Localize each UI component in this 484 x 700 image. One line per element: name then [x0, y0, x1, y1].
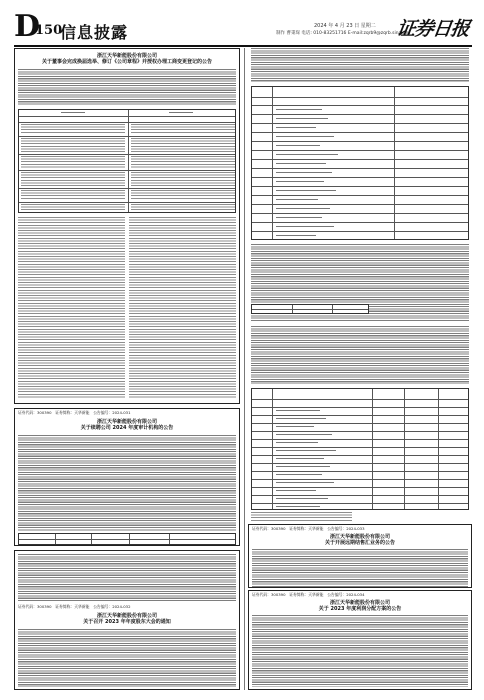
announcement-body-left [18, 217, 125, 399]
announcement-body [252, 549, 468, 587]
announcement-company: 浙江天华新能股份有限公司 [96, 613, 157, 619]
announcement-body-right [129, 217, 236, 399]
announcement-body [18, 69, 236, 105]
announcement-continued [248, 48, 472, 690]
announcement-body [18, 629, 236, 687]
issue-date: 2024 年 4 月 23 日 星期二 [314, 23, 376, 29]
editor-line: 制作 曹秉琛 电话: 010-83251716 E-mail:zqrb9@zqrb.sina.net [276, 31, 411, 36]
right-column [248, 48, 472, 690]
signature-block [251, 512, 352, 522]
continued-body-3 [251, 326, 469, 384]
announcement-body [252, 615, 468, 687]
auditor-info-table [18, 533, 236, 545]
announcement-company: 浙江天华新能股份有限公司 [329, 534, 390, 540]
announcement-board-election [14, 48, 240, 404]
announcement-company: 浙江天华新能股份有限公司 [329, 600, 390, 606]
left-column [14, 48, 240, 690]
section-title: 信息披露 [60, 23, 129, 42]
announcement-company: 浙江天华新能股份有限公司 [96, 419, 157, 425]
announcement-company: 浙江天华新能股份有限公司 [96, 53, 157, 59]
announcement-title: 关于续聘公司 2024 年度审计机构的公告 [80, 425, 174, 431]
proxy-voting-table [251, 388, 469, 510]
announcement-profit-distribution: 证券代码：300390 证券简称：天华新能 公告编号：2024-034 浙江天华新能股份有限公司 关于 2023 年度利润分配方案的公告 [248, 590, 472, 690]
newspaper-logo: 证券日报 [395, 18, 471, 40]
announcement-title: 关于董事会完成换届选举、修订《公司章程》并授权办理工商变更登记的公告 [41, 59, 212, 65]
page-number: 150 [35, 23, 63, 38]
proposal-table-1 [251, 86, 469, 240]
column-divider [244, 48, 245, 690]
announcement-fx-hedging: 证券代码：300390 证券简称：天华新能 公告编号：2024-033 浙江天华新能股份有限公司 关于开展远期结售汇业务的公告 [248, 524, 472, 588]
announcement-title: 关于召开 2023 年年度股东大会的通知 [83, 619, 171, 625]
articles-comparison-table [18, 109, 236, 213]
announcement-body [18, 435, 236, 531]
continued-body [251, 48, 469, 82]
announcement-auditor: 证券代码：300390 证券简称：天华新能 公告编号：2024-031 浙江天华新能股份有限公司 关于续聘公司 2024 年度审计机构的公告 [14, 408, 240, 546]
registration-form-table [251, 304, 369, 314]
announcement-title: 关于 2023 年度利润分配方案的公告 [318, 606, 402, 612]
masthead-rule [14, 45, 472, 47]
announcement-body-top [18, 554, 236, 602]
masthead [14, 9, 472, 44]
announcement-agm: 证券代码：300390 证券简称：天华新能 公告编号：2024-032 浙江天华新能股份有限公司 关于召开 2023 年年度股东大会的通知 [14, 550, 240, 690]
announcement-title: 关于开展远期结售汇业务的公告 [324, 540, 395, 546]
page-letter: D [14, 9, 41, 44]
